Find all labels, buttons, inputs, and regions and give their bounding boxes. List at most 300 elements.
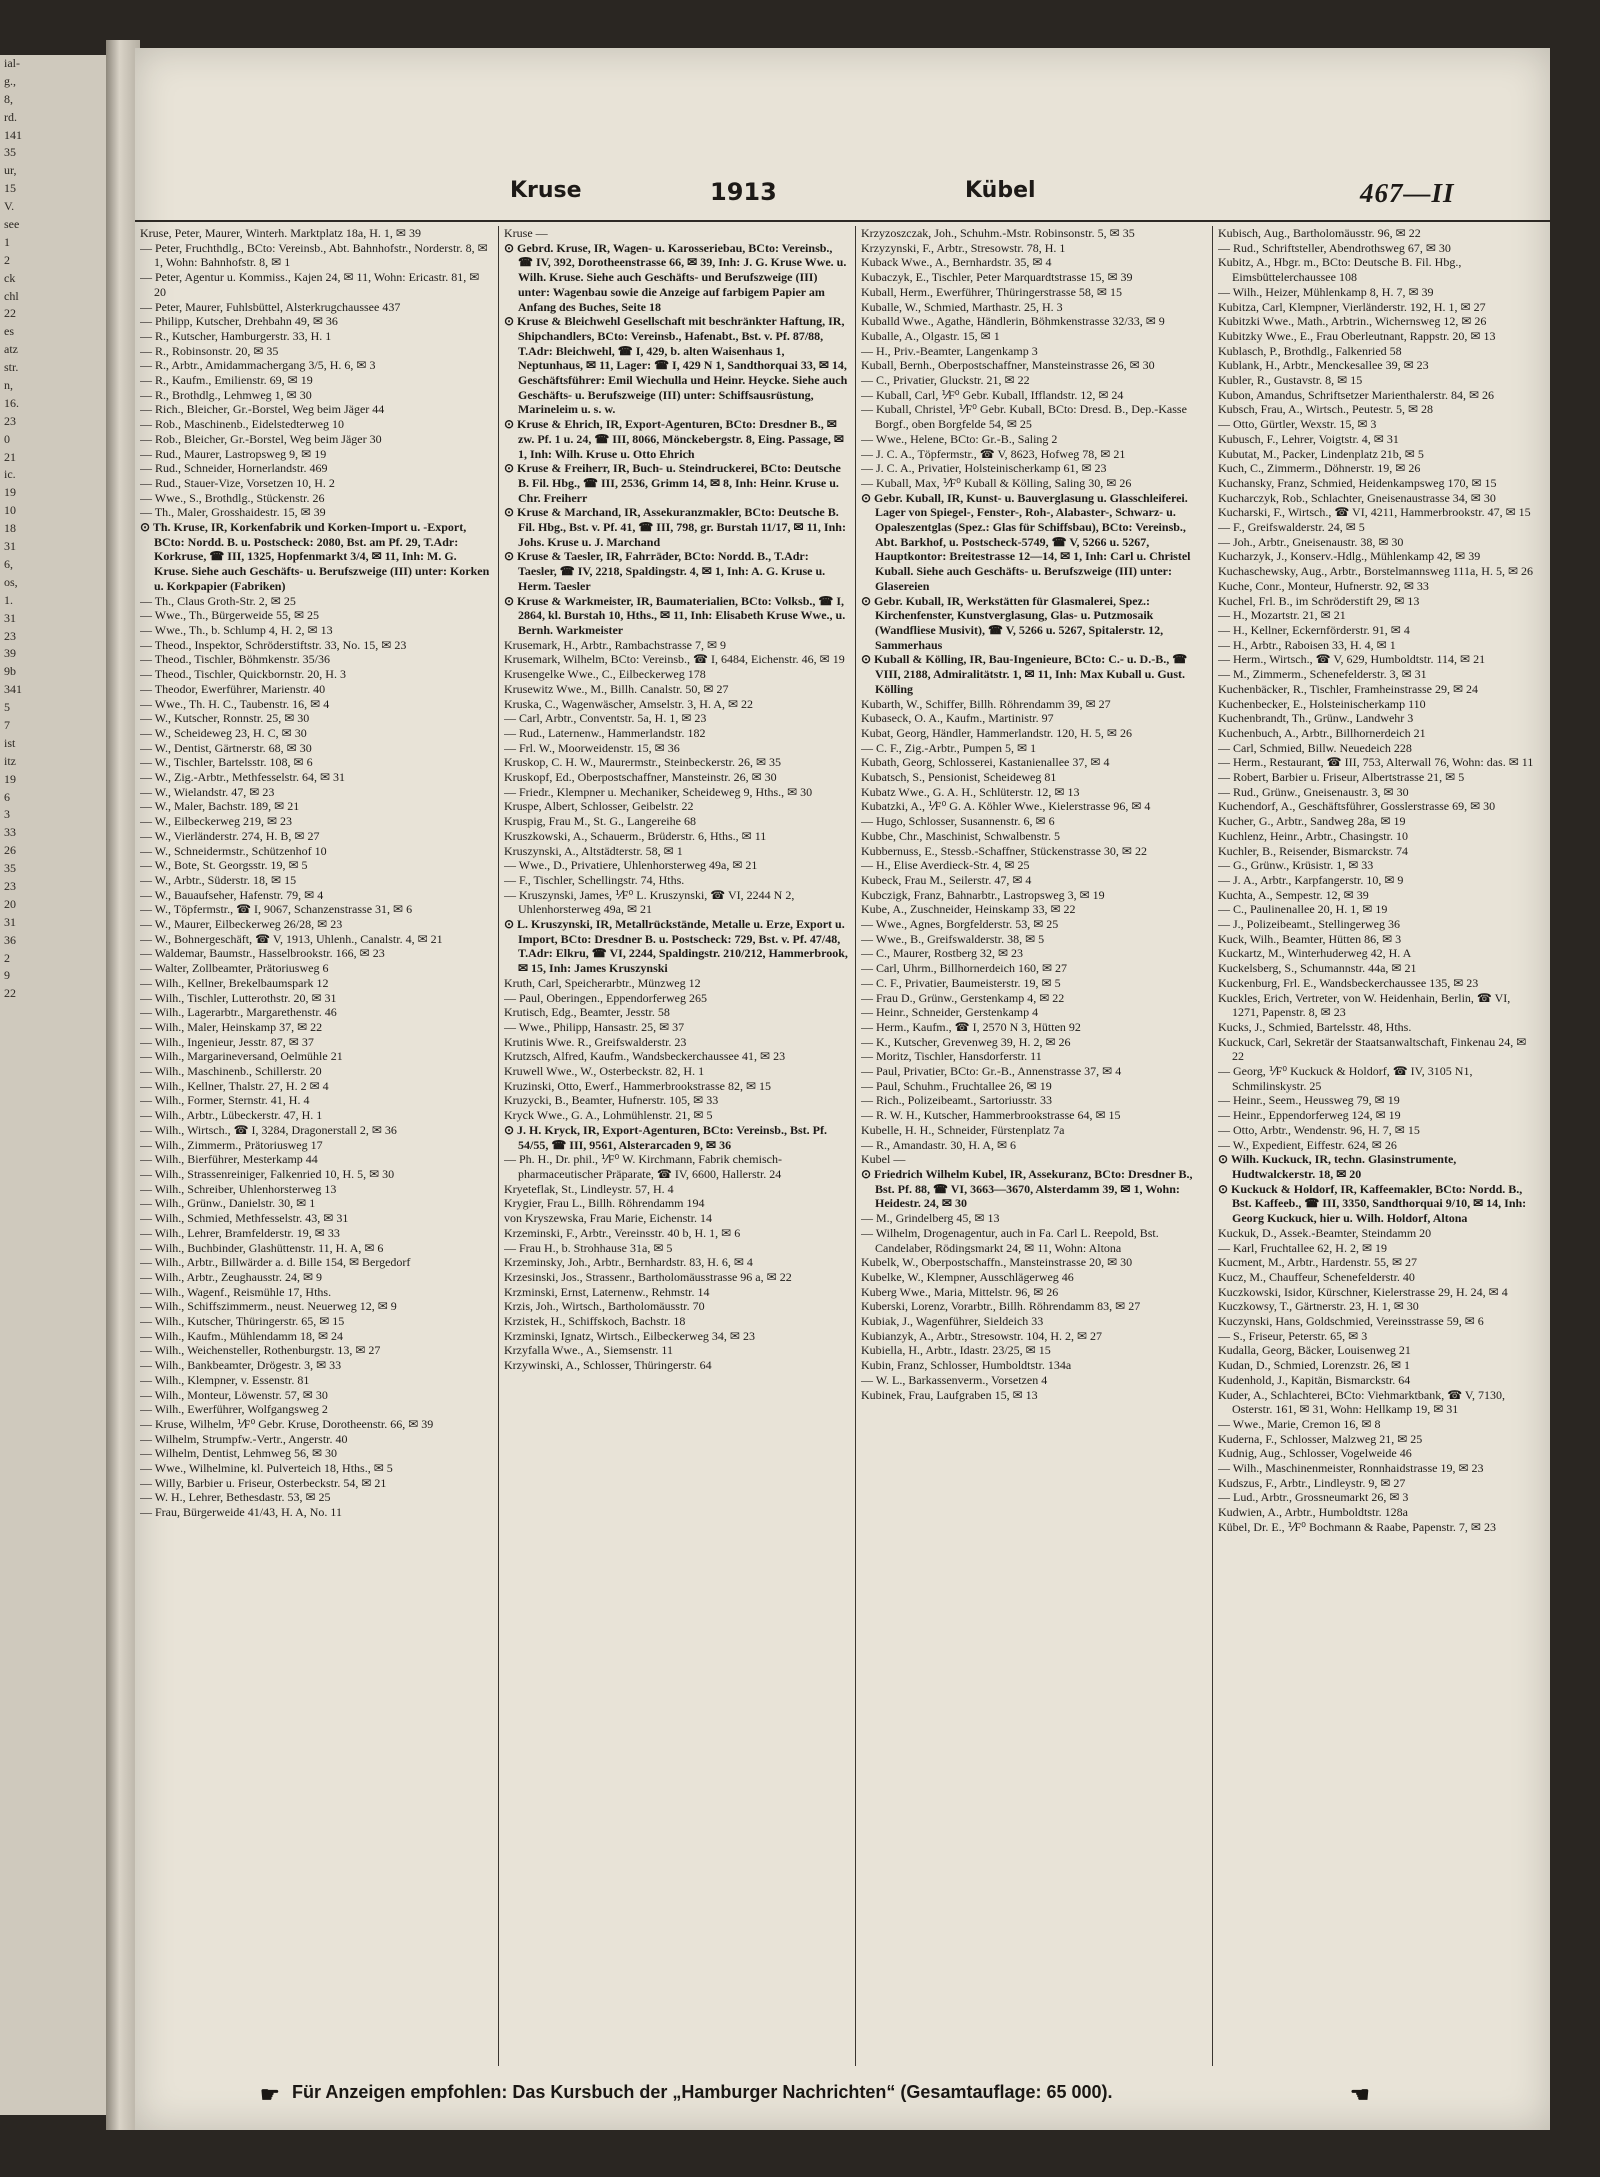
directory-entry: — C., Paulinenallee 20, H. 1, ✉ 19: [1218, 902, 1388, 917]
directory-entry: — W., Wielandstr. 47, ✉ 23: [140, 784, 275, 799]
directory-entry: Krusemark, Wilhelm, BCto: Vereinsb., ☎ I, 6484, Eichenstr. 46, ✉ 19: [504, 652, 845, 667]
header-year: 1913: [710, 178, 777, 206]
directory-entry: — H., Mozartstr. 21, ✉ 21: [1218, 608, 1346, 623]
margin-fragment: 19: [4, 771, 16, 786]
margin-fragment: os,: [4, 574, 18, 589]
directory-entry: — C. F., Privatier, Baumeisterstr. 19, ✉ 5: [861, 975, 1061, 990]
directory-entry: Kubitzky Wwe., E., Frau Oberleutnant, Rappstr. 20, ✉ 13: [1218, 328, 1496, 343]
directory-entry: — W., Bote, St. Georgsstr. 19, ✉ 5: [140, 858, 308, 873]
directory-entry: — Wwe., Th., Bürgerweide 55, ✉ 25: [140, 608, 320, 623]
directory-entry: — R. W. H., Kutscher, Hammerbrookstrasse 64, ✉ 15: [861, 1108, 1121, 1123]
directory-entry: — Wwe., Agnes, Borgfelderstr. 53, ✉ 25: [861, 917, 1059, 932]
directory-entry: — F., Tischler, Schellingstr. 74, Hths.: [504, 872, 685, 887]
margin-fragment: 1: [4, 234, 10, 249]
margin-fragment: n,: [4, 378, 13, 393]
directory-entry: — Wilh., Arbtr., Lübeckerstr. 47, H. 1: [140, 1108, 323, 1123]
directory-entry: — Wwe., D., Privatiere, Uhlenhorsterweg 49a, ✉ 21: [504, 858, 758, 873]
margin-fragment: ial-: [4, 56, 20, 70]
margin-fragment: 22: [4, 306, 16, 321]
directory-entry: — W., Bauaufseher, Hafenstr. 79, ✉ 4: [140, 887, 324, 902]
footer-text: Für Anzeigen empfohlen: Das Kursbuch der „Hamburger Nachrichten“ (Gesamtauflage: 65 000).: [292, 2082, 1113, 2102]
directory-entry: — Rich., Polizeibeamt., Sartoriusstr. 33: [861, 1093, 1052, 1108]
directory-entry: — Rud., Schneider, Hornerlandstr. 469: [140, 461, 328, 476]
directory-entry: — Kruszynski, James, ⅟F⁰ L. Kruszynski, ☎ VI, 2244 N 2, Uhlenhorsterweg 49a, ✉ 21: [504, 887, 795, 917]
directory-entry: — Wilh., Kutscher, Thüringerstr. 65, ✉ 15: [140, 1314, 345, 1329]
directory-entry: — Kruse, Wilhelm, ⅟F⁰ Gebr. Kruse, Dorotheenstr. 66, ✉ 39: [140, 1416, 434, 1431]
directory-entry: — W., Expedient, Eiffestr. 624, ✉ 26: [1218, 1137, 1397, 1152]
directory-entry: Kubianzyk, A., Arbtr., Stresowstr. 104, H. 2, ✉ 27: [861, 1328, 1103, 1343]
directory-entry: Kuch, C., Zimmerm., Döhnerstr. 19, ✉ 26: [1218, 461, 1421, 476]
directory-entry: — W., Tischler, Bartelsstr. 108, ✉ 6: [140, 755, 313, 770]
directory-entry: Krzeminsky, Joh., Arbtr., Bernhardstr. 83, H. 6, ✉ 4: [504, 1255, 753, 1270]
directory-entry: Kuczkowski, Isidor, Kürschner, Kielerstrasse 29, H. 24, ✉ 4: [1218, 1284, 1508, 1299]
directory-entry: Kuck, Wilh., Beamter, Hütten 86, ✉ 3: [1218, 931, 1402, 946]
margin-fragment: 22: [4, 986, 16, 1001]
directory-entry: — H., Priv.-Beamter, Langenkamp 3: [861, 343, 1038, 358]
directory-entry: — Wilh., Bankbeamter, Drögestr. 3, ✉ 33: [140, 1358, 342, 1373]
directory-entry: von Kryszewska, Frau Marie, Eichenstr. 14: [504, 1211, 712, 1226]
header-rule: [135, 220, 1550, 222]
directory-entry: — K., Kutscher, Grevenweg 39, H. 2, ✉ 26: [861, 1034, 1071, 1049]
directory-entry: — Ph. H., Dr. phil., ⅟F⁰ W. Kirchmann, Fabrik chemisch-pharmaceutischer Präparate, ☎ IV, 6600, Hallerstr. 24: [504, 1152, 782, 1181]
directory-entry: Kucz, M., Chauffeur, Schenefelderstr. 40: [1218, 1269, 1415, 1284]
directory-entry: — Wilh., Maschinenmeister, Ronnhaidstrasse 19, ✉ 23: [1218, 1461, 1484, 1476]
margin-fragment: 3: [4, 807, 10, 822]
directory-entry: — W., Bohnergeschäft, ☎ V, 1913, Uhlenh., Canalstr. 4, ✉ 21: [140, 931, 443, 946]
directory-entry: ⊙ Kruse & Marchand, IR, Assekuranzmakler, BCto: Deutsche B. Fil. Hbg., Bst. v. Pf. 41, ☎ III, 798, gr. Burstah 11/17, ✉ 11, Inh: Johs. Kruse u. J. Marchand: [504, 505, 846, 549]
directory-entry: — Wilh., Lagerarbtr., Margarethenstr. 46: [140, 1005, 337, 1020]
directory-entry: — F., Greifswalderstr. 24, ✉ 5: [1218, 520, 1365, 535]
directory-entry: — W., Arbtr., Süderstr. 18, ✉ 15: [140, 872, 297, 887]
margin-fragment: 9b: [4, 664, 16, 679]
directory-entry: Kucharczyk, Rob., Schlachter, Gneisenaustrasse 34, ✉ 30: [1218, 490, 1496, 505]
directory-entry: Kubler, R., Gustavstr. 8, ✉ 15: [1218, 373, 1363, 388]
directory-entry: — Hugo, Schlosser, Susannenstr. 6, ✉ 6: [861, 814, 1055, 829]
directory-entry: Kubaseck, O. A., Kaufm., Martinistr. 97: [861, 711, 1054, 726]
directory-entry: Kuchel, Frl. B., im Schröderstift 29, ✉ 13: [1218, 593, 1420, 608]
directory-entry: — Paul, Privatier, BCto: Gr.-B., Annenstrasse 37, ✉ 4: [861, 1064, 1122, 1079]
column-divider: [1212, 226, 1213, 2066]
directory-entry: — Theod., Tischler, Böhmkenstr. 35/36: [140, 652, 330, 667]
directory-entry: — Wilh., Zimmerm., Prätoriusweg 17: [140, 1137, 323, 1152]
margin-fragment: atz: [4, 342, 18, 357]
directory-entry: ⊙ Th. Kruse, IR, Korkenfabrik und Korken-Import u. -Export, BCto: Nordd. B. u. Postscheck: 2080, Bst. am Pf. 29, T.Adr: Korkruse, ☎ III, 1325, Hopfenmarkt 3/4, ✉ 11, Inh: M. G. Kruse. Siehe auch Geschäfts- u. Berufszweige (III) unter: Korken u. Korkpapier (Fabriken): [140, 520, 490, 593]
directory-entry: — Kuball, Carl, ⅟F⁰ Gebr. Kuball, Ifflandstr. 12, ✉ 24: [861, 387, 1124, 402]
directory-entry: — Wilh., Margarineversand, Oelmühle 21: [140, 1049, 343, 1064]
directory-entry: — Frau H., b. Strohhause 31a, ✉ 5: [504, 1240, 673, 1255]
directory-entry: Krzyfalla Wwe., A., Siemsenstr. 11: [504, 1343, 673, 1358]
margin-fragment: 0: [4, 431, 10, 446]
margin-fragment: 8,: [4, 91, 13, 106]
directory-entry: Kruspe, Albert, Schlosser, Geibelstr. 22: [504, 799, 694, 814]
margin-fragment: 31: [4, 914, 16, 929]
directory-entry: Kuchaschewsky, Aug., Arbtr., Borstelmannsweg 111a, H. 5, ✉ 26: [1218, 564, 1534, 579]
directory-entry: — W., Scheideweg 23, H. C, ✉ 30: [140, 725, 307, 740]
directory-entry: — R., Amandastr. 30, H. A, ✉ 6: [861, 1137, 1017, 1152]
directory-entry: Kuballe, A., Olgastr. 15, ✉ 1: [861, 328, 1000, 343]
directory-entry: Kubin, Franz, Schlosser, Humboldtstr. 134a: [861, 1358, 1072, 1373]
directory-entry: — Frau, Bürgerweide 41/43, H. A, No. 11: [140, 1505, 342, 1520]
directory-entry: — H., Kellner, Eckernförderstr. 91, ✉ 4: [1218, 622, 1410, 637]
directory-entry: Krzminski, Ernst, Laternenw., Rehmstr. 14: [504, 1284, 710, 1299]
margin-fragment: 23: [4, 878, 16, 893]
directory-entry: Kuczynski, Hans, Goldschmied, Vereinsstrasse 59, ✉ 6: [1218, 1314, 1484, 1329]
directory-entry: — Th., Claus Groth-Str. 2, ✉ 25: [140, 593, 296, 608]
directory-entry: Kubatz Wwe., G. A. H., Schlüterstr. 12, ✉ 13: [861, 784, 1080, 799]
directory-entry: Krusengelke Wwe., C., Eilbeckerweg 178: [504, 667, 706, 682]
directory-entry: — W., Vierländerstr. 274, H. B, ✉ 27: [140, 828, 320, 843]
directory-entry: — Wilh., Buchbinder, Glashüttenstr. 11, H. A, ✉ 6: [140, 1240, 384, 1255]
directory-entry: Kruska, C., Wagenwäscher, Amselstr. 3, H. A, ✉ 22: [504, 696, 754, 711]
directory-entry: — Wilh., Schiffszimmerm., neust. Neuerweg 12, ✉ 9: [140, 1299, 397, 1314]
directory-entry: Kubelke, W., Klempner, Ausschlägerweg 46: [861, 1269, 1074, 1284]
directory-entry: Kryck Wwe., G. A., Lohmühlenstr. 21, ✉ 5: [504, 1108, 713, 1123]
directory-entry: — Wwe., Philipp, Hansastr. 25, ✉ 37: [504, 1019, 685, 1034]
directory-entry: — Otto, Gürtler, Wexstr. 15, ✉ 3: [1218, 417, 1377, 432]
directory-entry: — Peter, Fruchthdlg., BCto: Vereinsb., Abt. Bahnhofstr., Norderstr. 8, ✉ 1, Wohn: Bahnhofstr. 8, ✉ 1: [140, 240, 488, 270]
directory-entry: Kuballe, W., Schmied, Marthastr. 25, H. 3: [861, 299, 1063, 314]
directory-entry: — Wilhelm, Dentist, Lehmweg 56, ✉ 30: [140, 1446, 337, 1461]
directory-entry: — Theodor, Ewerführer, Marienstr. 40: [140, 681, 326, 696]
directory-entry: Krzeminski, F., Arbtr., Vereinsstr. 40 b, H. 1, ✉ 6: [504, 1225, 741, 1240]
directory-entry: — S., Friseur, Peterstr. 65, ✉ 3: [1218, 1328, 1368, 1343]
margin-fragment: ur,: [4, 163, 17, 178]
directory-entry: — R., Robinsonstr. 20, ✉ 35: [140, 343, 279, 358]
directory-entry: Krzyzoszczak, Joh., Schuhm.-Mstr. Robinsonstr. 5, ✉ 35: [861, 226, 1135, 240]
directory-entry: Kuchendorf, A., Geschäftsführer, Gosslerstrasse 69, ✉ 30: [1218, 799, 1496, 814]
directory-entry: Krutzsch, Alfred, Kaufm., Wandsbeckerchaussee 41, ✉ 23: [504, 1049, 786, 1064]
margin-fragment: rd.: [4, 109, 17, 124]
margin-fragment: see: [4, 217, 20, 232]
directory-entry: Kubat, Georg, Händler, Hammerlandstr. 120, H. 5, ✉ 26: [861, 725, 1132, 740]
directory-page: [135, 48, 1550, 2130]
directory-entry: — Wilh., Heizer, Mühlenkamp 8, H. 7, ✉ 39: [1218, 284, 1434, 299]
margin-fragment: itz: [4, 753, 16, 768]
directory-entry: — Lud., Arbtr., Grossneumarkt 26, ✉ 3: [1218, 1490, 1409, 1505]
left-page-margin-text: [0, 55, 112, 2115]
directory-entry: — Wwe., Th., b. Schlump 4, H. 2, ✉ 13: [140, 622, 333, 637]
directory-entry: — C., Privatier, Gluckstr. 21, ✉ 22: [861, 373, 1030, 388]
directory-entry: Kucks, J., Schmied, Bartelsstr. 48, Hths.: [1218, 1019, 1412, 1034]
directory-entry: ⊙ Kruse & Ehrich, IR, Export-Agenturen, BCto: Dresdner B., ✉ zw. Pf. 1 u. 24, ☎ III, 8066, Mönckebergstr. 8, Eing. Passage, ✉ 1, Inh: Wilh. Kruse u. Otto Ehrich: [504, 417, 844, 461]
directory-entry: — Heinr., Eppendorferweg 124, ✉ 19: [1218, 1108, 1401, 1123]
directory-entry: — Kuball, Max, ⅟F⁰ Kuball & Kölling, Saling 30, ✉ 26: [861, 475, 1132, 490]
directory-entry: — Carl, Arbtr., Conventstr. 5a, H. 1, ✉ 23: [504, 711, 707, 726]
directory-entry: — R., Kutscher, Hamburgerstr. 33, H. 1: [140, 328, 332, 343]
directory-entry: Kubczigk, Franz, Bahnarbtr., Lastropsweg 3, ✉ 19: [861, 887, 1105, 902]
directory-entry: — Philipp, Kutscher, Drehbahn 49, ✉ 36: [140, 314, 338, 329]
directory-entry: — G., Grünw., Krüsistr. 1, ✉ 33: [1218, 858, 1374, 873]
margin-fragment: ist: [4, 735, 16, 750]
directory-entry: Kucher, G., Arbtr., Sandweg 28a, ✉ 19: [1218, 814, 1406, 829]
directory-entry: Krzis, Joh., Wirtsch., Bartholomäusstr. 70: [504, 1299, 705, 1314]
directory-entry: Kubbernuss, E., Stessb.-Schaffner, Stückenstrasse 30, ✉ 22: [861, 843, 1147, 858]
directory-entry: Kubitza, Carl, Klempner, Vierländerstr. 192, H. 1, ✉ 27: [1218, 299, 1486, 314]
directory-entry: Kruzinski, Otto, Ewerf., Hammerbrookstrasse 82, ✉ 15: [504, 1078, 771, 1093]
directory-entry: — J., Polizeibeamt., Stellingerweg 36: [1218, 917, 1400, 932]
directory-entry: Krzminski, Ignatz, Wirtsch., Eilbeckerweg 34, ✉ 23: [504, 1328, 755, 1343]
directory-entry: — Wilh., Ewerführer, Wolfgangsweg 2: [140, 1402, 328, 1417]
directory-entry: — W., Maler, Bachstr. 189, ✉ 21: [140, 799, 300, 814]
directory-entry: ⊙ Gebrd. Kruse, IR, Wagen- u. Karosseriebau, BCto: Vereinsb., ☎ IV, 392, Dorotheenstrasse 66, ✉ 39, Inh: J. G. Kruse Wwe. u. Wilh. Kruse. Siehe auch Geschäfts- und Berufszweige (III) unter: Wagenbau sowie die Anzeige auf farbigem Papier am Anfang des Buches, Seite 18: [504, 240, 847, 314]
column-4: [1218, 226, 1540, 2071]
directory-entry: — Wwe., B., Greifswalderstr. 38, ✉ 5: [861, 931, 1045, 946]
margin-fragment: 15: [4, 181, 16, 196]
directory-entry: — Wilh., Grünw., Danielstr. 30, ✉ 1: [140, 1196, 316, 1211]
directory-entry: Kuche, Conr., Monteur, Hufnerstr. 92, ✉ 33: [1218, 578, 1429, 593]
directory-entry: — Wilh., Strassenreiniger, Falkenried 10, H. 5, ✉ 30: [140, 1167, 395, 1181]
directory-entry: — C. F., Zig.-Arbtr., Pumpen 5, ✉ 1: [861, 740, 1037, 755]
directory-entry: Kubinek, Frau, Laufgraben 15, ✉ 13: [861, 1387, 1038, 1402]
margin-fragment: 23: [4, 413, 16, 428]
pointing-hand-right-icon: ☚: [1350, 2082, 1370, 2107]
directory-entry: Kruse —: [504, 226, 548, 240]
margin-fragment: 31: [4, 539, 16, 554]
directory-entry: Kuckartz, M., Winterhuderweg 42, H. A: [1218, 946, 1412, 961]
directory-entry: Kubitzki Wwe., Math., Arbtrin., Wichernsweg 12, ✉ 26: [1218, 314, 1487, 329]
pointing-hand-left-icon: ☛: [260, 2082, 280, 2107]
directory-entry: Kubitz, A., Hbgr. m., BCto: Deutsche B. Fil. Hbg., Eimsbüttelerchaussee 108: [1218, 255, 1462, 285]
directory-entry: Kubiak, J., Wagenführer, Sieldeich 33: [861, 1314, 1044, 1329]
directory-entry: — Karl, Fruchtallee 62, H. 2, ✉ 19: [1218, 1240, 1388, 1255]
directory-entry: — Wwe., Th. H. C., Taubenstr. 16, ✉ 4: [140, 696, 330, 711]
directory-entry: Kubel —: [861, 1152, 906, 1167]
margin-fragment: 9: [4, 968, 10, 983]
directory-entry: — Heinr., Schneider, Gerstenkamp 4: [861, 1005, 1039, 1020]
margin-fragment: 341: [4, 682, 22, 697]
directory-entry: — Carl, Uhrm., Billhornerdeich 160, ✉ 27: [861, 961, 1068, 976]
directory-entry: — W., Eilbeckerweg 219, ✉ 23: [140, 814, 293, 829]
margin-fragment: 1.: [4, 592, 13, 607]
directory-entry: — H., Elise Averdieck-Str. 4, ✉ 25: [861, 858, 1030, 873]
directory-entry: ⊙ Gebr. Kuball, IR, Kunst- u. Bauverglasung u. Glasschleiferei. Lager von Spiegel-, Fenster-, Roh-, Alabaster-, Schwarz- u. Opaleszentglas (Spez.: Glas für Schiffsbau), BCto: Vereinsb., Abt. Barkhof, u. Postscheck-5749, ☎ V, 5266 u. 5267, Hauptkontor: Breitestrasse 12—14, ✉ 1, Inh: Carl u. Christel Kuball. Siehe auch Geschäfts- u. Berufszweige (III) unter: Glasereien: [861, 490, 1191, 593]
directory-entry: — Theod., Tischler, Quickbornstr. 20, H. 3: [140, 667, 346, 682]
margin-fragment: 5: [4, 700, 10, 715]
margin-fragment: es: [4, 324, 14, 339]
directory-entry: Kubbe, Chr., Maschinist, Schwalbenstr. 5: [861, 828, 1060, 843]
margin-fragment: 31: [4, 610, 16, 625]
directory-entry: Krzistek, H., Schiffskoch, Bachstr. 18: [504, 1314, 686, 1329]
directory-entry: Kuderna, F., Schlosser, Malzweg 21, ✉ 25: [1218, 1431, 1423, 1446]
margin-fragment: 16.: [4, 395, 19, 410]
directory-entry: — W. L., Barkassenverm., Vorsetzen 4: [861, 1372, 1048, 1387]
directory-entry: Kuberg Wwe., Maria, Mittelstr. 96, ✉ 26: [861, 1284, 1059, 1299]
directory-entry: — Wilh., Kaufm., Mühlendamm 18, ✉ 24: [140, 1328, 343, 1343]
directory-entry: — Wilhelm, Drogenagentur, auch in Fa. Carl L. Reepold, Bst. Candelaber, Rödingsmarkt 24, ✉ 11, Wohn: Altona: [861, 1225, 1159, 1255]
directory-entry: — Wilh., Schreiber, Uhlenhorsterweg 13: [140, 1181, 337, 1196]
directory-entry: — Wwe., Marie, Cremon 16, ✉ 8: [1218, 1416, 1381, 1431]
directory-entry: — Wilh., Arbtr., Billwärder a. d. Bille 154, ✉ Bergedorf: [140, 1255, 411, 1270]
directory-entry: — Wilh., Wagenf., Reismühle 17, Hths.: [140, 1284, 332, 1299]
margin-fragment: 6,: [4, 556, 13, 571]
directory-entry: — J. C. A., Privatier, Holsteinischerkamp 61, ✉ 23: [861, 461, 1107, 476]
directory-entry: — Waldemar, Baumstr., Hasselbrookstr. 166, ✉ 23: [140, 946, 385, 961]
directory-entry: — W., Maurer, Eilbeckerweg 26/28, ✉ 23: [140, 917, 343, 932]
directory-entry: ⊙ Kuckuck & Holdorf, IR, Kaffeemakler, BCto: Nordd. B., Bst. Kaffeeb., ☎ III, 3350, Sandthorquai 9/10, ✉ 14, Inh: Georg Kuckuck, hier u. Wilh. Holdorf, Altona: [1218, 1181, 1527, 1226]
directory-entry: Kubisch, Aug., Bartholomäusstr. 96, ✉ 22: [1218, 226, 1421, 240]
directory-entry: — W., Dentist, Gärtnerstr. 68, ✉ 30: [140, 740, 312, 755]
margin-fragment: 10: [4, 503, 16, 518]
directory-entry: Kudenhold, J., Kapitän, Bismarckstr. 64: [1218, 1372, 1411, 1387]
directory-entry: Kuckelsberg, S., Schumannstr. 44a, ✉ 21: [1218, 961, 1417, 976]
directory-entry: Kruskopf, Ed., Oberpostschaffner, Mansteinstr. 26, ✉ 30: [504, 770, 777, 785]
directory-entry: Kuchenbuch, A., Arbtr., Billhornerdeich 21: [1218, 725, 1426, 740]
directory-entry: Kucharzyk, J., Konserv.-Hdlg., Mühlenkamp 42, ✉ 39: [1218, 549, 1481, 564]
directory-entry: Kuder, A., Schlachterei, BCto: Viehmarktbank, ☎ V, 7130, Osterstr. 161, ✉ 31, Wohn: Hellkamp 19, ✉ 31: [1218, 1387, 1506, 1417]
directory-entry: — Friedr., Klempner u. Mechaniker, Scheideweg 9, Hths., ✉ 30: [504, 784, 813, 799]
directory-entry: — Wilh., Weichensteller, Rothenburgstr. 13, ✉ 27: [140, 1343, 381, 1358]
directory-entry: — Rud., Schriftsteller, Abendrothsweg 67, ✉ 30: [1218, 240, 1451, 255]
directory-entry: Kuchler, B., Reisender, Bismarckstr. 74: [1218, 843, 1409, 858]
directory-entry: — Walter, Zollbeamter, Prätoriusweg 6: [140, 961, 329, 976]
directory-entry: — Heinr., Seem., Heussweg 79, ✉ 19: [1218, 1093, 1400, 1108]
directory-entry: — Theod., Inspektor, Schröderstiftstr. 33, No. 15, ✉ 23: [140, 637, 407, 652]
directory-entry: — Rud., Laternenw., Hammerlandstr. 182: [504, 725, 706, 740]
margin-fragment: 26: [4, 843, 16, 858]
directory-entry: Kubaczyk, E., Tischler, Peter Marquardtstrasse 15, ✉ 39: [861, 270, 1133, 285]
margin-fragment: 21: [4, 449, 16, 464]
directory-entry: ⊙ Kruse & Freiherr, IR, Buch- u. Steindruckerei, BCto: Deutsche B. Fil. Hbg., ☎ III, 2536, Grimm 14, ✉ 8, Inh: Heinr. Kruse u. Chr. Freiherr: [504, 461, 841, 505]
directory-entry: Kubelk, W., Oberpostschaffn., Mansteinstrasse 20, ✉ 30: [861, 1255, 1133, 1270]
directory-entry: Kubatzki, A., ⅟F⁰ G. A. Köhler Wwe., Kielerstrasse 96, ✉ 4: [861, 799, 1151, 814]
directory-entry: Kublank, H., Arbtr., Menckesallee 39, ✉ 23: [1218, 358, 1429, 373]
directory-entry: Kuchansky, Franz, Schmied, Heidenkampsweg 170, ✉ 15: [1218, 475, 1497, 490]
directory-entry: — Wilh., Lehrer, Bramfelderstr. 19, ✉ 33: [140, 1225, 340, 1240]
directory-entry: — Wilh., Monteur, Löwenstr. 57, ✉ 30: [140, 1387, 328, 1402]
directory-entry: Kruspig, Frau M., St. G., Langereihe 68: [504, 814, 696, 829]
directory-entry: — W., Kutscher, Ronnstr. 25, ✉ 30: [140, 711, 310, 726]
directory-entry: Kudan, D., Schmied, Lorenzstr. 26, ✉ 1: [1218, 1358, 1411, 1373]
directory-entry: Kuback Wwe., A., Bernhardstr. 35, ✉ 4: [861, 255, 1052, 270]
directory-entry: Kuckuk, D., Assek.-Beamter, Steindamm 20: [1218, 1225, 1432, 1240]
directory-entry: — Herm., Wirtsch., ☎ V, 629, Humboldtstr. 114, ✉ 21: [1218, 652, 1486, 667]
directory-entry: — Wwe., S., Brothdlg., Stückenstr. 26: [140, 490, 325, 505]
margin-fragment: V.: [4, 199, 15, 214]
column-divider: [855, 226, 856, 2066]
directory-entry: Kubeck, Frau M., Seilerstr. 47, ✉ 4: [861, 872, 1032, 887]
directory-entry: — Carl, Schmied, Billw. Neuedeich 228: [1218, 740, 1412, 755]
directory-entry: ⊙ Kruse & Warkmeister, IR, Baumaterialien, BCto: Volksb., ☎ I, 2864, kl. Burstah 10, Hths., ✉ 11, Inh: Elisabeth Kruse Wwe., u. Bernh. Warkmeister: [504, 593, 846, 637]
directory-entry: Kubon, Amandus, Schriftsetzer Marienthalerstr. 84, ✉ 26: [1218, 387, 1494, 402]
directory-entry: — Herm., Restaurant, ☎ III, 753, Alterwall 76, Wohn: das. ✉ 11: [1218, 755, 1534, 770]
directory-entry: Kudnig, Aug., Schlosser, Vogelweide 46: [1218, 1446, 1412, 1461]
directory-entry: ⊙ Kruse & Taesler, IR, Fahrräder, BCto: Nordd. B., T.Adr: Taesler, ☎ IV, 2218, Spaldingstr. 4, ✉ 1, Inh: A. G. Kruse u. Herm. Taesler: [504, 549, 826, 593]
directory-entry: — Wilh., Kellner, Thalstr. 27, H. 2 ✉ 4: [140, 1078, 329, 1093]
directory-entry: — Rob., Maschinenb., Eidelstedterweg 10: [140, 417, 344, 432]
directory-entry: — W., Zig.-Arbtr., Methfesselstr. 64, ✉ 31: [140, 770, 346, 785]
directory-entry: — Peter, Maurer, Fuhlsbüttel, Alsterkrugchaussee 437: [140, 299, 401, 314]
directory-entry: Kruszkowski, A., Schauerm., Brüderstr. 6, Hths., ✉ 11: [504, 828, 767, 843]
directory-entry: — Wilh., Arbtr., Zeughausstr. 24, ✉ 9: [140, 1269, 323, 1284]
directory-entry: — Wilh., Schmied, Methfesselstr. 43, ✉ 31: [140, 1211, 349, 1226]
directory-entry: Kuchenbrandt, Th., Grünw., Landwehr 3: [1218, 711, 1414, 726]
directory-entry: ⊙ Kruse & Bleichwehl Gesellschaft mit beschränkter Haftung, IR, Shipchandlers, BCto: Vereinsb., Hafenabt., Bst. v. Pf. 87/88, T.Adr: Bleichwehl, ☎ I, 429, b. alten Waisenhaus 1, Neptunhaus, ✉ 11, Lager: ☎ I, 429 N 1, Sandthorquai 33, ✉ 14, Geschäftsführer: Emil Wiechulla und Heinr. Heycke. Siehe auch Geschäfts- u. Berufszweige (III) unter: Schiffsausrüstung, Marineleim u. s. w.: [504, 314, 848, 417]
directory-entry: Kubatsch, S., Pensionist, Scheideweg 81: [861, 770, 1057, 785]
directory-entry: Kuball, Bernh., Oberpostschaffner, Mansteinstrasse 26, ✉ 30: [861, 358, 1155, 373]
directory-entry: Kuball, Herm., Ewerführer, Thüringerstrasse 58, ✉ 15: [861, 284, 1122, 299]
directory-entry: Kübel, Dr. E., ⅟F⁰ Bochmann & Raabe, Papenstr. 7, ✉ 23: [1218, 1519, 1496, 1534]
header-page-number: 467—II: [1360, 178, 1455, 208]
directory-entry: Kruse, Peter, Maurer, Winterh. Marktplatz 18a, H. 1, ✉ 39: [140, 226, 421, 240]
directory-entry: Kuckenburg, Frl. E., Wandsbeckerchaussee 135, ✉ 23: [1218, 975, 1479, 990]
directory-entry: Kruskop, C. H. W., Maurermstr., Steinbeckerstr. 26, ✉ 35: [504, 755, 782, 770]
directory-entry: Kucment, M., Arbtr., Hardenstr. 55, ✉ 27: [1218, 1255, 1418, 1270]
directory-entry: — Frl. W., Moorweidenstr. 15, ✉ 36: [504, 740, 680, 755]
margin-fragment: 141: [4, 127, 22, 142]
margin-fragment: 6: [4, 789, 10, 804]
margin-fragment: ck: [4, 270, 16, 285]
directory-entry: — R., Arbtr., Amidammachergang 3/5, H. 6, ✉ 3: [140, 358, 376, 373]
header-right-word: Kübel: [965, 178, 1036, 203]
column-2: [504, 226, 849, 2071]
directory-entry: ⊙ Wilh. Kuckuck, IR, techn. Glasinstrumente, Hudtwalckerstr. 18, ✉ 20: [1218, 1152, 1457, 1181]
margin-fragment: 2: [4, 950, 10, 965]
directory-entry: — Peter, Agentur u. Kommiss., Kajen 24, ✉ 11, Wohn: Ericastr. 81, ✉ 20: [140, 270, 480, 299]
directory-entry: — H., Arbtr., Raboisen 33, H. 4, ✉ 1: [1218, 637, 1396, 652]
margin-fragment: chl: [4, 288, 19, 303]
directory-entry: Krusewitz Wwe., M., Billh. Canalstr. 50, ✉ 27: [504, 681, 729, 696]
directory-entry: Krzyzynski, F., Arbtr., Stresowstr. 78, H. 1: [861, 240, 1066, 255]
directory-entry: — J. A., Arbtr., Karpfangerstr. 10, ✉ 9: [1218, 872, 1404, 887]
margin-fragment: str.: [4, 360, 19, 375]
directory-entry: Kuchta, A., Sempestr. 12, ✉ 39: [1218, 887, 1369, 902]
directory-entry: Krusemark, H., Arbtr., Rambachstrasse 7, ✉ 9: [504, 637, 727, 652]
directory-entry: Kryeteflak, St., Lindleystr. 57, H. 4: [504, 1181, 674, 1196]
margin-fragment: 19: [4, 485, 16, 500]
directory-entry: Kuczkowsy, T., Gärtnerstr. 23, H. 1, ✉ 30: [1218, 1299, 1419, 1314]
directory-entry: Kubath, Georg, Schlosserei, Kastanienallee 37, ✉ 4: [861, 755, 1110, 770]
column-3: [861, 226, 1206, 2071]
directory-entry: — J. C. A., Töpfermstr., ☎ V, 8623, Hofweg 78, ✉ 21: [861, 446, 1126, 461]
directory-entry: Krzesinski, Jos., Strassenr., Bartholomäusstrasse 96 a, ✉ 22: [504, 1269, 792, 1284]
directory-entry: — Wilh., Bierführer, Mesterkamp 44: [140, 1152, 318, 1167]
directory-entry: Krutinis Wwe. R., Greifswalderstr. 23: [504, 1034, 687, 1049]
directory-entry: — Herm., Kaufm., ☎ I, 2570 N 3, Hütten 92: [861, 1019, 1081, 1034]
margin-fragment: 23: [4, 628, 16, 643]
directory-entry: — W. H., Lehrer, Bethesdastr. 53, ✉ 25: [140, 1490, 331, 1505]
directory-entry: Kudszus, F., Arbtr., Lindleystr. 9, ✉ 27: [1218, 1475, 1406, 1490]
directory-entry: Krutisch, Edg., Beamter, Jesstr. 58: [504, 1005, 670, 1020]
directory-entry: Kuchlenz, Heinr., Arbtr., Chasingstr. 10: [1218, 828, 1408, 843]
directory-entry: — Paul, Oberingen., Eppendorferweg 265: [504, 990, 707, 1005]
directory-entry: — R., Brothdlg., Lehmweg 1, ✉ 30: [140, 387, 312, 402]
left-page-edge: [0, 55, 112, 2115]
directory-entry: — C., Maurer, Rostberg 32, ✉ 23: [861, 946, 1024, 961]
directory-entry: Kruszynski, A., Altstädterstr. 58, ✉ 1: [504, 843, 683, 858]
column-divider: [498, 226, 499, 2066]
directory-entry: — Robert, Barbier u. Friseur, Albertstrasse 21, ✉ 5: [1218, 770, 1465, 785]
margin-fragment: ic.: [4, 467, 16, 482]
directory-entry: Kubarth, W., Schiffer, Billh. Röhrendamm 39, ✉ 27: [861, 696, 1111, 711]
directory-entry: Kubutat, M., Packer, Lindenplatz 21b, ✉ 5: [1218, 446, 1424, 461]
directory-entry: Kuckuck, Carl, Sekretär der Staatsanwaltschaft, Finkenau 24, ✉ 22: [1218, 1034, 1527, 1064]
directory-entry: Kuballd Wwe., Agathe, Händlerin, Böhmkenstrasse 32/33, ✉ 9: [861, 314, 1165, 329]
directory-entry: — Wilh., Kellner, Brekelbaumspark 12: [140, 975, 329, 990]
directory-entry: — Rich., Bleicher, Gr.-Borstel, Weg beim Jäger 44: [140, 402, 385, 417]
directory-entry: Kube, A., Zuschneider, Heinskamp 33, ✉ 22: [861, 902, 1076, 917]
directory-entry: — Joh., Arbtr., Gneisenaustr. 38, ✉ 30: [1218, 534, 1404, 549]
directory-entry: Kuberski, Lorenz, Vorarbtr., Billh. Röhrendamm 83, ✉ 27: [861, 1299, 1141, 1314]
directory-entry: Kucharski, F., Wirtsch., ☎ VI, 4211, Hammerbrookstr. 47, ✉ 15: [1218, 505, 1531, 520]
directory-entry: — Wilh., Tischler, Lutterothstr. 20, ✉ 31: [140, 990, 337, 1005]
directory-entry: — Wwe., Wilhelmine, kl. Pulverteich 18, Hths., ✉ 5: [140, 1461, 393, 1476]
directory-entry: Kuchenbäcker, R., Tischler, Framheinstrasse 29, ✉ 24: [1218, 681, 1479, 696]
directory-entry: Kubelle, H. H., Schneider, Fürstenplatz 7a: [861, 1122, 1065, 1137]
margin-fragment: 20: [4, 896, 16, 911]
directory-entry: — Georg, ⅟F⁰ Kuckuck & Holdorf, ☎ IV, 3105 N1, Schmilinskystr. 25: [1218, 1064, 1473, 1093]
directory-entry: — Wilh., Maler, Heinskamp 37, ✉ 22: [140, 1019, 323, 1034]
directory-entry: Kuchenbecker, E., Holsteinischerkamp 110: [1218, 696, 1426, 711]
